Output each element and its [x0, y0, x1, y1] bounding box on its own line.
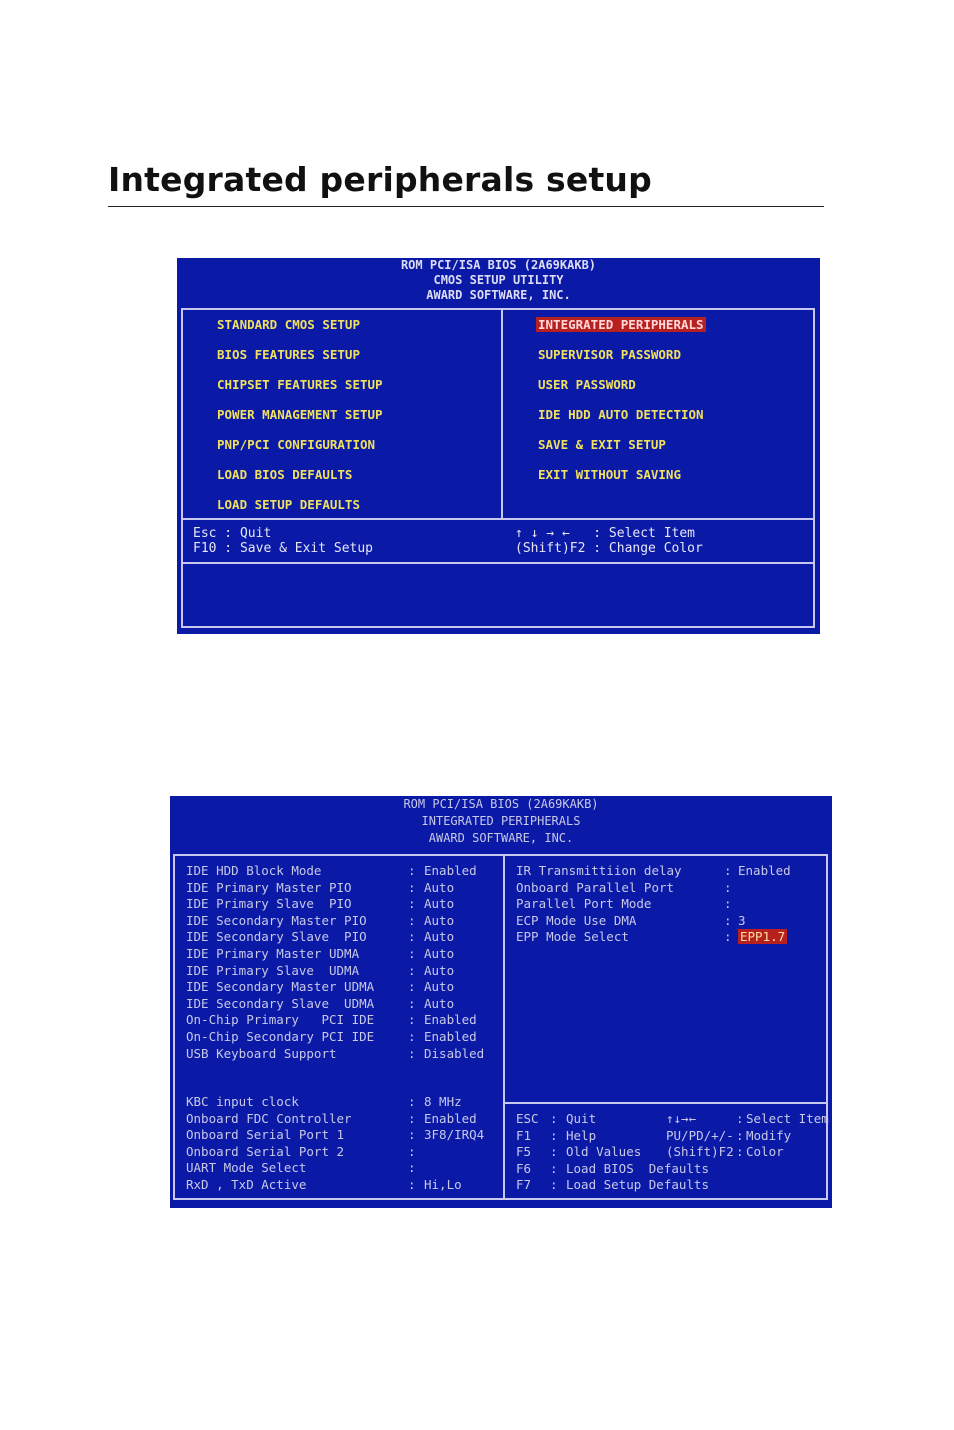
setting-separator: : — [408, 1045, 416, 1061]
menu-item-ide-hdd-auto-detection[interactable]: IDE HDD AUTO DETECTION — [538, 407, 704, 422]
help-key-2: PU/PD/+/- — [666, 1127, 734, 1143]
setting-separator: : — [724, 879, 732, 895]
setting-label: Onboard Serial Port 1 — [186, 1127, 345, 1143]
bios-main-menu-screen — [177, 258, 820, 634]
help-key: ESC — [516, 1111, 539, 1126]
setting-value[interactable]: Auto — [424, 946, 455, 961]
menu-divider — [501, 308, 503, 520]
page-title: Integrated peripherals setup — [108, 160, 652, 199]
help-key: F7 — [516, 1177, 532, 1193]
help-colon: : — [550, 1111, 558, 1126]
help-description-2: Modify — [746, 1127, 792, 1143]
bios-header-line-2: CMOS SETUP UTILITY — [433, 273, 564, 287]
setting-separator: : — [408, 1160, 416, 1176]
setting-separator: : — [408, 1143, 416, 1159]
setting-label: Onboard Parallel Port — [516, 879, 675, 895]
setting-separator: : — [724, 896, 732, 912]
setting-value[interactable]: Enabled — [424, 1029, 477, 1044]
setting-label: IR Transmittiion delay — [516, 863, 682, 878]
setting-value[interactable]: 8 MHz — [424, 1094, 462, 1109]
menu-item-load-bios-defaults[interactable]: LOAD BIOS DEFAULTS — [217, 467, 353, 482]
setting-separator: : — [408, 946, 416, 961]
menu-item-exit-without-saving[interactable]: EXIT WITHOUT SAVING — [538, 467, 681, 482]
help-colon-2: : — [736, 1111, 744, 1126]
setting-separator: : — [408, 979, 416, 995]
setting-value[interactable]: Auto — [424, 879, 455, 895]
setting-label: Onboard Serial Port 2 — [186, 1143, 345, 1159]
setting-label: UART Mode Select — [186, 1160, 307, 1176]
menu-item-bios-features-setup[interactable]: BIOS FEATURES SETUP — [217, 347, 360, 362]
help-colon: : — [550, 1144, 558, 1160]
setting-label: IDE Secondary Master PIO — [186, 912, 367, 928]
setting-value[interactable]: Auto — [424, 912, 455, 928]
setting-separator: : — [408, 929, 416, 945]
setting-separator: : — [408, 1177, 416, 1192]
setting-label: IDE Primary Slave PIO — [186, 896, 352, 912]
setting-value[interactable]: 3F8/IRQ4 — [424, 1127, 485, 1143]
help-divider-top — [181, 518, 815, 520]
help-key: F6 — [516, 1160, 532, 1176]
setting-label: IDE Secondary Master UDMA — [186, 979, 375, 995]
setting-label: USB Keyboard Support — [186, 1045, 337, 1061]
help-select-item: ↑ ↓ → ← : Select Item — [515, 526, 696, 541]
setting-separator: : — [408, 995, 416, 1011]
bios-integrated-peripherals-screen — [170, 796, 832, 1208]
setting-separator: : — [408, 1029, 416, 1044]
setting-label: IDE Secondary Slave UDMA — [186, 995, 375, 1011]
menu-item-chipset-features-setup[interactable]: CHIPSET FEATURES SETUP — [217, 377, 383, 392]
setting-value[interactable]: Enabled — [424, 1012, 477, 1028]
help-description: Load BIOS Defaults — [566, 1160, 709, 1176]
setting-separator: : — [408, 962, 416, 978]
setting-label: IDE Primary Master PIO — [186, 879, 352, 895]
setting-value[interactable]: Auto — [424, 929, 455, 945]
bios-header-line-1: ROM PCI/ISA BIOS (2A69KAKB) — [400, 258, 597, 272]
help-key: F5 — [516, 1144, 532, 1160]
menu-item-user-password[interactable]: USER PASSWORD — [538, 377, 636, 392]
menu-item-power-management-setup[interactable]: POWER MANAGEMENT SETUP — [217, 407, 383, 422]
help-change-color: (Shift)F2 : Change Color — [515, 541, 703, 556]
setting-value[interactable]: Enabled — [738, 863, 791, 878]
help-key-2: ↑↓→← — [666, 1111, 697, 1126]
help-quit: Esc : Quit — [193, 526, 272, 541]
setting-label: Onboard FDC Controller — [186, 1110, 352, 1126]
help-colon-2: : — [736, 1127, 744, 1143]
menu-item-pnp-pci-configuration[interactable]: PNP/PCI CONFIGURATION — [217, 437, 376, 452]
menu-item-save-exit-setup[interactable]: SAVE & EXIT SETUP — [538, 437, 666, 452]
help-colon: : — [550, 1127, 558, 1143]
help-description: Quit — [566, 1111, 597, 1126]
setting-label: Parallel Port Mode — [516, 896, 652, 912]
setting-value[interactable]: Hi,Lo — [424, 1177, 462, 1192]
setting-label: KBC input clock — [186, 1094, 299, 1109]
help-colon: : — [550, 1177, 558, 1193]
setting-label: On-Chip Primary PCI IDE — [186, 1012, 375, 1028]
setting-label: RxD , TxD Active — [186, 1177, 307, 1192]
menu-item-integrated-peripherals[interactable]: INTEGRATED PERIPHERALS — [538, 317, 704, 332]
setting-label: IDE HDD Block Mode — [186, 863, 322, 878]
setting-separator: : — [408, 879, 416, 895]
help-divider-bottom — [181, 562, 815, 564]
title-rule — [108, 206, 824, 207]
setting-separator: : — [724, 863, 732, 878]
setting-value[interactable]: Auto — [424, 896, 455, 912]
setting-separator: : — [724, 912, 732, 928]
ip-header-line-2: INTEGRATED PERIPHERALS — [421, 814, 581, 828]
setting-separator: : — [408, 863, 416, 878]
help-description: Load Setup Defaults — [566, 1177, 709, 1193]
setting-label: EPP Mode Select — [516, 929, 629, 945]
ip-divider — [503, 854, 505, 1200]
help-description: Help — [566, 1127, 597, 1143]
setting-value[interactable]: Auto — [424, 979, 455, 995]
help-save-exit: F10 : Save & Exit Setup — [193, 541, 374, 556]
help-key: F1 — [516, 1127, 532, 1143]
setting-value[interactable]: Auto — [424, 962, 455, 978]
help-description-2: Color — [746, 1144, 784, 1160]
setting-value[interactable]: 3 — [738, 912, 746, 928]
ip-header-line-3: AWARD SOFTWARE, INC. — [428, 831, 574, 845]
setting-value[interactable]: Enabled — [424, 1110, 477, 1126]
help-colon-2: : — [736, 1144, 744, 1160]
setting-label: IDE Secondary Slave PIO — [186, 929, 367, 945]
bios-header-line-3: AWARD SOFTWARE, INC. — [426, 288, 571, 302]
setting-separator: : — [408, 1127, 416, 1143]
setting-label: On-Chip Secondary PCI IDE — [186, 1029, 375, 1044]
setting-separator: : — [408, 912, 416, 928]
setting-value[interactable]: EPP1.7 — [740, 929, 786, 945]
menu-item-standard-cmos-setup[interactable]: STANDARD CMOS SETUP — [217, 317, 360, 332]
ip-header-line-1: ROM PCI/ISA BIOS (2A69KAKB) — [403, 797, 599, 811]
help-description-2: Select Item — [746, 1111, 829, 1126]
setting-separator: : — [408, 1110, 416, 1126]
setting-value[interactable]: Enabled — [424, 863, 477, 878]
setting-separator: : — [408, 896, 416, 912]
ip-help-divider — [503, 1102, 826, 1104]
help-key-2: (Shift)F2 — [666, 1144, 734, 1160]
setting-separator: : — [408, 1094, 416, 1109]
setting-label: IDE Primary Master UDMA — [186, 946, 360, 961]
menu-item-load-setup-defaults[interactable]: LOAD SETUP DEFAULTS — [217, 497, 360, 512]
help-colon: : — [550, 1160, 558, 1176]
setting-separator: : — [408, 1012, 416, 1028]
menu-item-supervisor-password[interactable]: SUPERVISOR PASSWORD — [538, 347, 681, 362]
setting-value[interactable]: Auto — [424, 995, 455, 1011]
setting-separator: : — [724, 929, 732, 945]
setting-value[interactable]: Disabled — [424, 1045, 485, 1061]
help-description: Old Values — [566, 1144, 642, 1160]
setting-label: ECP Mode Use DMA — [516, 912, 637, 928]
setting-label: IDE Primary Slave UDMA — [186, 962, 360, 978]
